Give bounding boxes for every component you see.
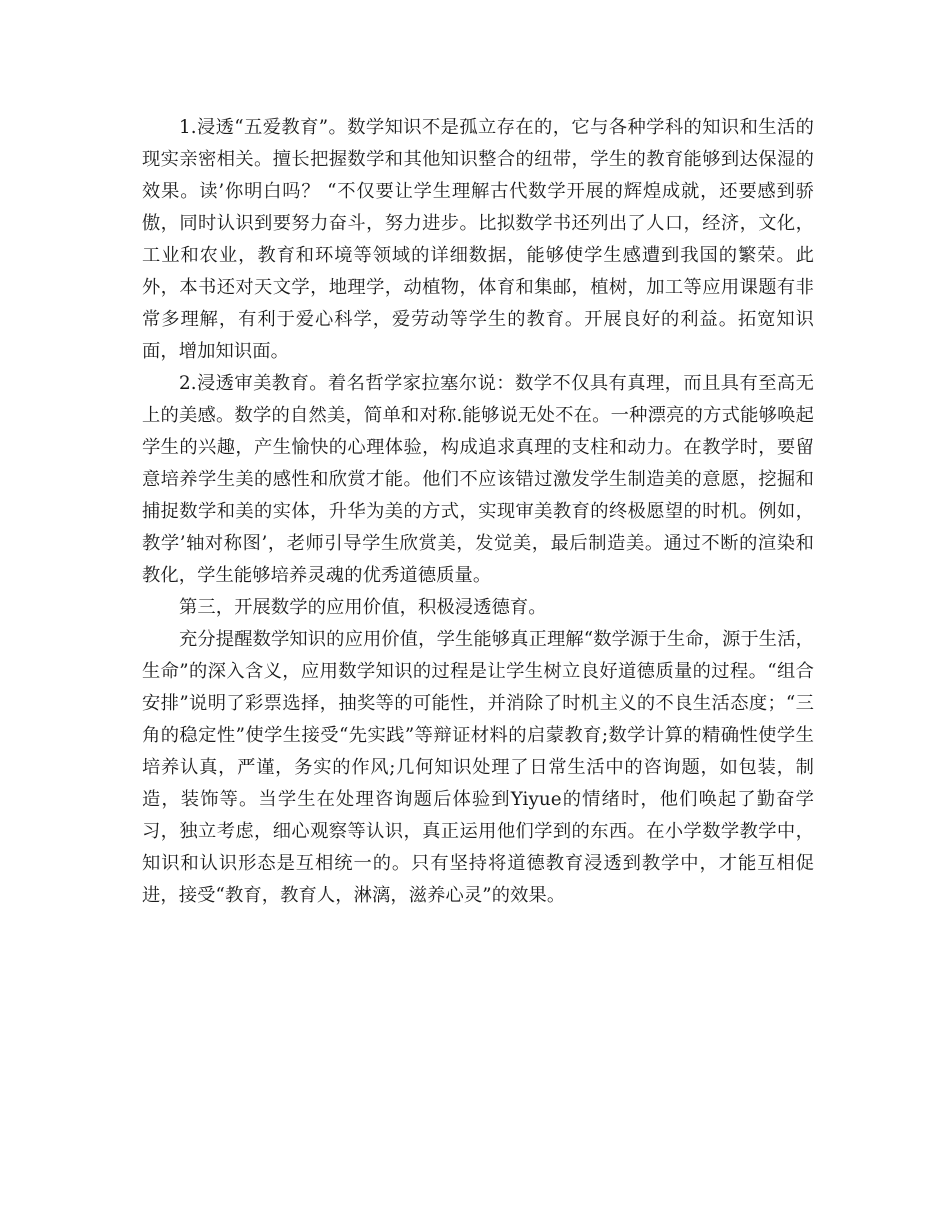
paragraph-wuai-education: 1.浸透“五爱教育”。数学知识不是孤立存在的，它与各种学科的知识和生活的现实亲密相关。擅长把握数学和其他知识整合的纽带，学生的教育能够到达保湿的效果。读’你明白吗？ “不仅要让学生理解古代数学开展的辉煌成就，还要感到骄傲，同时认识到要努力奋斗，努力进步。比拟数学书还列出了人口，经济，文化，工业和农业，教育和环境等领域的详细数据，能够使学生感遭到我国的繁荣。此外，本书还对天文学，地理学，动植物，体育和集邮，植树，加工等应用课题有非常多理解，有利于爱心科学，爱劳动等学生的教育。开展良好的利益。拓宽知识面，增加知识面。 bbox=[142, 117, 814, 362]
paragraph-aesthetic-education: 2.浸透审美教育。着名哲学家拉塞尔说：数学不仅具有真理，而且具有至高无上的美感。数学的自然美，简单和对称.能够说无处不在。一种漂亮的方式能够唤起学生的兴趣，产生愉快的心理体验，构成追求真理的支柱和动力。在教学时，要留意培养学生美的感性和欣赏才能。他们不应该错过激发学生制造美的意愿，挖掘和捕捉数学和美的实体，升华为美的方式，实现审美教育的终极愿望的时机。例如，教学’轴对称图’，老师引导学生欣赏美，发觉美，最后制造美。通过不断的渲染和教化，学生能够培养灵魂的优秀道德质量。 bbox=[142, 373, 814, 586]
document-body bbox=[142, 112, 814, 912]
paragraph-application-value: 充分提醒数学知识的应用价值，学生能够真正理解“数学源于生命，源于生活，生命”的深入含义，应用数学知识的过程是让学生树立良好道德质量的过程。“组合安排”说明了彩票选择，抽奖等的可能性，并消除了时机主义的不良生活态度；“三角的稳定性”使学生接受“先实践”等辩证材料的启蒙教育;数学计算的精确性使学生培养认真，严谨，务实的作风;几何知识处理了日常生活中的咨询题，如包装，制造，装饰等。当学生在处理咨询题后体验到Yiyue的情绪时，他们唤起了勤奋学习，独立考虑，细心观察等认识，真正运用他们学到的东西。在小学数学教学中，知识和认识形态是互相统一的。只有坚持将道德教育浸透到教学中，才能互相促进，接受“教育，教育人，淋漓，滋养心灵”的效果。 bbox=[142, 629, 814, 906]
paragraph-section-heading: 第三，开展数学的应用价值，积极浸透德育。 bbox=[179, 597, 547, 618]
